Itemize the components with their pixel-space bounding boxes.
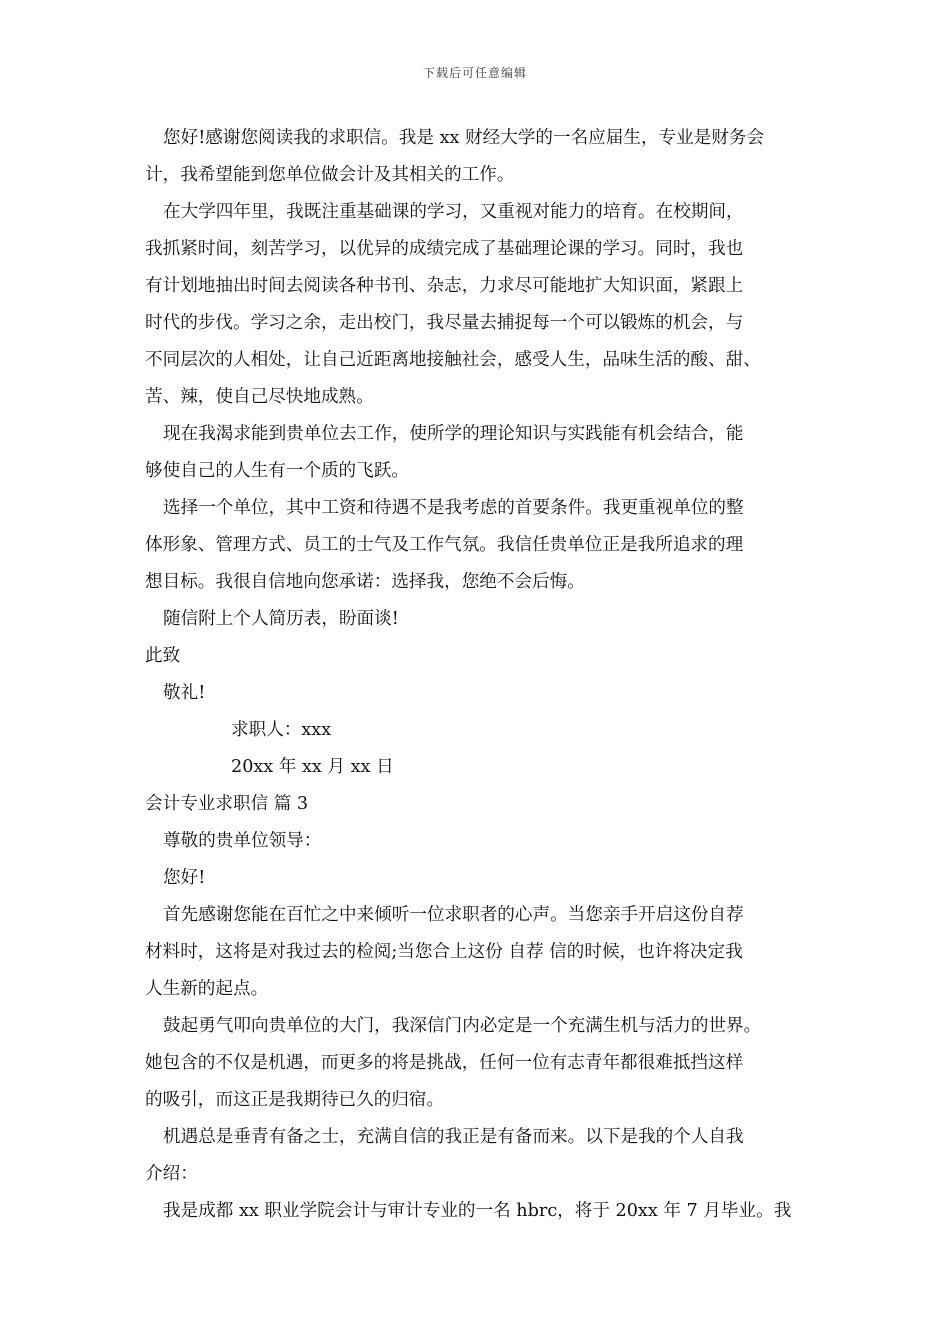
paragraph <box>145 416 810 490</box>
section-title: 会计专业求职信 篇 3 <box>145 794 309 814</box>
text-line: 材料时，这将是对我过去的检阅;当您合上这份 自荐 信的时候，也许将决定我 <box>145 942 743 962</box>
paragraph <box>145 120 810 194</box>
text-line: 有计划地抽出时间去阅读各种书刊、杂志，力求尽可能地扩大知识面，紧跟上 <box>145 276 744 296</box>
text-line: 您好!感谢您阅读我的求职信。我是 xx 财经大学的一名应届生，专业是财务会 <box>163 128 765 148</box>
signer-line: 求职人：xxx <box>231 720 332 740</box>
text-line: 体形象、管理方式、员工的士气及工作气氛。我信任贵单位正是我所追求的理 <box>145 535 744 555</box>
text-line: 鼓起勇气叩向贵单位的大门，我深信门内必定是一个充满生机与活力的世界。 <box>163 1016 762 1036</box>
paragraph <box>145 1119 810 1193</box>
paragraph <box>145 490 810 601</box>
salute-line: 敬礼! <box>163 683 206 703</box>
closing-line: 此致 <box>145 646 181 666</box>
text-line: 机遇总是垂青有备之士，充满自信的我正是有备而来。以下是我的个人自我 <box>163 1127 744 1147</box>
greeting-line: 尊敬的贵单位领导： <box>163 831 322 851</box>
text-line: 在大学四年里，我既注重基础课的学习，又重视对能力的培育。在校期间， <box>163 202 744 222</box>
text-line: 介绍： <box>145 1164 198 1184</box>
text-line: 首先感谢您能在百忙之中来倾听一位求职者的心声。当您亲手开启这份自荐 <box>163 905 744 925</box>
letter-one <box>145 120 810 638</box>
text-line: 计，我希望能到您单位做会计及其相关的工作。 <box>145 165 515 185</box>
paragraph <box>145 897 810 1008</box>
text-line: 现在我渴求能到贵单位去工作，使所学的理论知识与实践能有机会结合，能 <box>163 424 744 444</box>
text-line: 时代的步伐。学习之余，走出校门，我尽量去捕捉每一个可以锻炼的机会，与 <box>145 313 744 333</box>
hello-line: 您好! <box>163 868 206 888</box>
letter-two <box>145 897 810 1230</box>
date-line: 20xx 年 xx 月 xx 日 <box>231 757 394 777</box>
paragraph <box>145 1193 810 1230</box>
text-line: 我是成都 xx 职业学院会计与审计专业的一名 hbrc，将于 20xx 年 7 月毕业。我 <box>163 1201 792 1221</box>
text-line: 我抓紧时间，刻苦学习，以优异的成绩完成了基础理论课的学习。同时，我也 <box>145 239 744 259</box>
text-line: 随信附上个人简历表，盼面谈! <box>163 609 399 629</box>
text-line: 苦、辣，使自己尽快地成熟。 <box>145 387 374 407</box>
text-line: 人生新的起点。 <box>145 979 269 999</box>
text-line: 够使自己的人生有一个质的飞跃。 <box>145 461 409 481</box>
text-line: 选择一个单位，其中工资和待遇不是我考虑的首要条件。我更重视单位的整 <box>163 498 744 518</box>
text-line: 想目标。我很自信地向您承诺：选择我，您绝不会后悔。 <box>145 572 585 592</box>
page-header: 下载后可任意编辑 <box>422 66 527 80</box>
text-line: 的吸引，而这正是我期待已久的归宿。 <box>145 1090 445 1110</box>
paragraph <box>145 194 810 416</box>
text-line: 她包含的不仅是机遇，而更多的将是挑战，任何一位有志青年都很难抵挡这样 <box>145 1053 744 1073</box>
paragraph <box>145 1008 810 1119</box>
document-body <box>145 120 810 1230</box>
text-line: 不同层次的人相处，让自己近距离地接触社会，感受人生，品味生活的酸、甜、 <box>145 350 761 370</box>
paragraph <box>145 601 810 638</box>
